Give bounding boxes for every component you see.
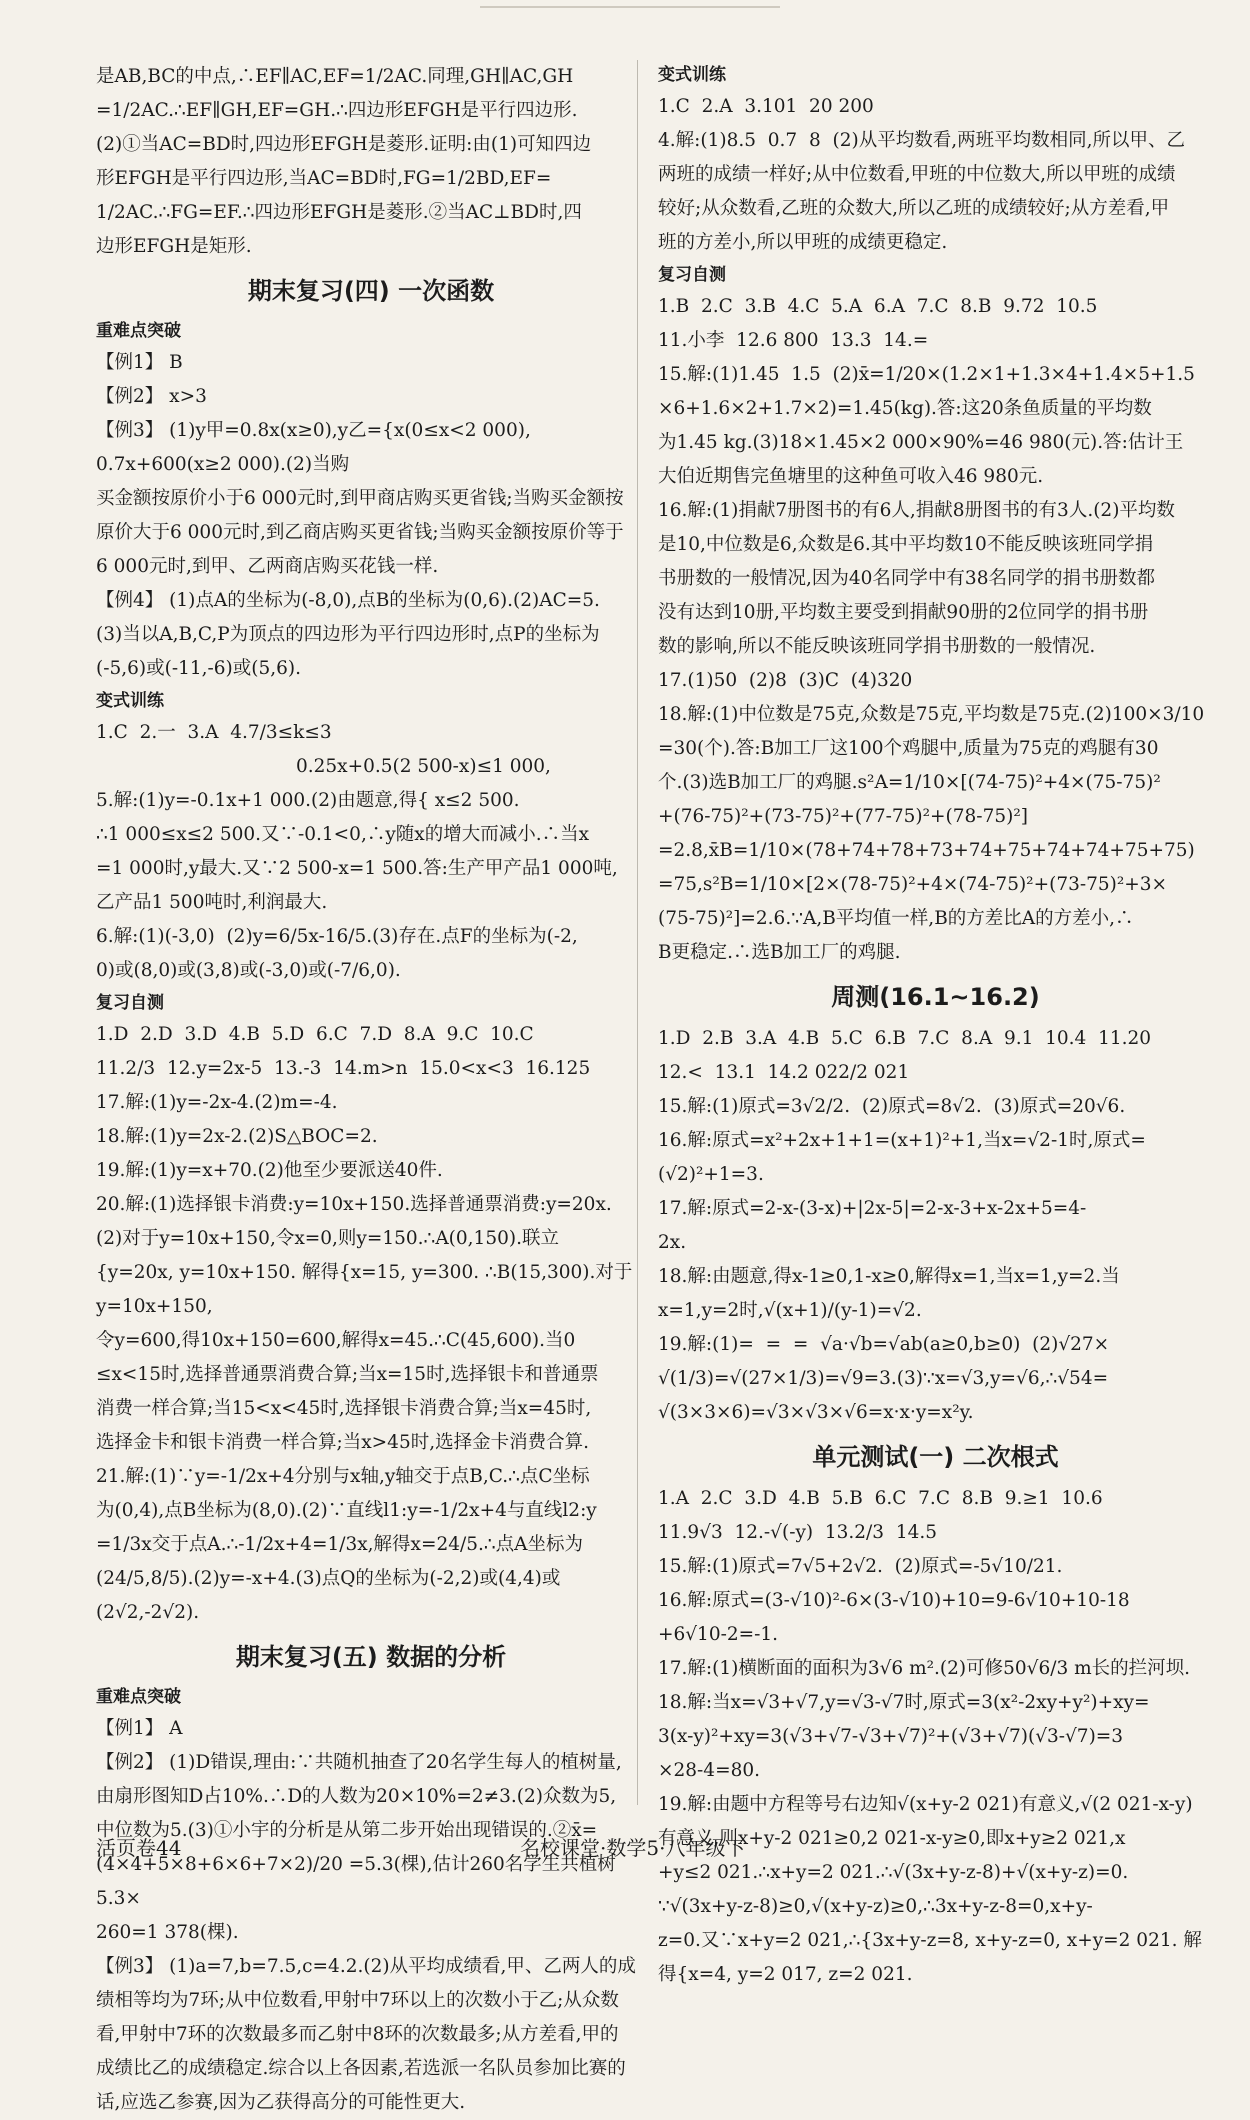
answer-line: 17.解:(1)横断面的面积为3√6 m².(2)可修50√6/3 m长的拦河坝. xyxy=(658,1658,1191,1679)
answer-line: 6 000元时,到甲、乙两商店购买花钱一样. xyxy=(96,556,439,577)
answer-line: 有意义,则x+y-2 021≥0,2 021-x-y≥0,即x+y≥2 021,x xyxy=(658,1828,1126,1849)
answer-line: 20.解:(1)选择银卡消费:y=10x+150.选择普通票消费:y=20x. xyxy=(96,1194,612,1215)
subsection-heading: 变式训练 xyxy=(658,65,726,85)
answer-line: 【例4】 (1)点A的坐标为(-8,0),点B的坐标为(0,6).(2)AC=5. xyxy=(96,590,600,611)
subsection-heading: 复习自测 xyxy=(658,265,726,285)
section-title: 期末复习(四) 一次函数 xyxy=(247,277,495,305)
answer-line: 1.D 2.D 3.D 4.B 5.D 6.C 7.D 8.A 9.C 10.C xyxy=(96,1024,534,1045)
answer-line: (4×4+5×8+6×6+7×2)/20 =5.3(棵),估计260名学生共植树5.3× xyxy=(96,1854,616,1909)
answer-line: (-5,6)或(-11,-6)或(5,6). xyxy=(96,658,301,679)
answer-line: 成绩比乙的成绩稳定.综合以上各因素,若选派一名队员参加比赛的 xyxy=(96,2058,626,2079)
top-rule xyxy=(480,6,780,8)
answer-line: 是10,中位数是6,众数是6.其中平均数10不能反映该班同学捐 xyxy=(658,534,1154,555)
answer-line: 16.解:原式=x²+2x+1+1=(x+1)²+1,当x=√2-1时,原式= xyxy=(658,1130,1146,1151)
answer-line: 1.B 2.C 3.B 4.C 5.A 6.A 7.C 8.B 9.72 10.5 xyxy=(658,296,1098,317)
answer-line: 4.解:(1)8.5 0.7 8 (2)从平均数看,两班平均数相同,所以甲、乙 xyxy=(658,130,1185,151)
answer-line: 书册数的一般情况,因为40名同学中有38名同学的捐书册数都 xyxy=(658,568,1155,589)
answer-line: =2.8,x̄B=1/10×(78+74+78+73+74+75+74+74+75+75) xyxy=(658,840,1195,861)
answer-line: (3)当以A,B,C,P为顶点的四边形为平行四边形时,点P的坐标为 xyxy=(96,624,600,645)
answer-line: 19.解:(1)y=x+70.(2)他至少要派送40件. xyxy=(96,1160,443,1181)
answer-line: 为(0,4),点B坐标为(8,0).(2)∵直线l1:y=-1/2x+4与直线l2:y xyxy=(96,1500,597,1521)
subsection-heading: 复习自测 xyxy=(96,993,164,1013)
subsection-heading: 重难点突破 xyxy=(96,1687,181,1707)
answer-line: 12.< 13.1 14.2 022/2 021 xyxy=(658,1062,910,1083)
answer-line: 没有达到10册,平均数主要受到捐献90册的2位同学的捐书册 xyxy=(658,602,1149,623)
answer-line: 话,应选乙参赛,因为乙获得高分的可能性更大. xyxy=(96,2092,466,2113)
section-title: 单元测试(一) 二次根式 xyxy=(812,1443,1059,1471)
answer-line: 11.小李 12.6 800 13.3 14.= xyxy=(658,330,929,351)
subsection-heading: 变式训练 xyxy=(96,691,164,711)
answer-line: =1/3x交于点A.∴-1/2x+4=1/3x,解得x=24/5.∴点A坐标为 xyxy=(96,1534,584,1555)
answer-line: 16.解:原式=(3-√10)²-6×(3-√10)+10=9-6√10+10-18 xyxy=(658,1590,1130,1611)
answer-line: 18.解:当x=√3+√7,y=√3-√7时,原式=3(x²-2xy+y²)+xy= xyxy=(658,1692,1150,1713)
book-title: 名校课堂·数学5·八年级下 xyxy=(520,1836,746,1860)
answer-line: (75-75)²]=2.6.∵A,B平均值一样,B的方差比A的方差小,∴ xyxy=(658,908,1134,929)
answer-line: (24/5,8/5).(2)y=-x+4.(3)点Q的坐标为(-2,2)或(4,4)或 xyxy=(96,1568,561,1589)
answer-line: 较好;从众数看,乙班的众数大,所以乙班的成绩较好;从方差看,甲 xyxy=(658,198,1170,219)
answer-line: (2√2,-2√2). xyxy=(96,1602,200,1623)
answer-line: 19.解:(1)= = = √a·√b=√ab(a≥0,b≥0) (2)√27× xyxy=(658,1334,1110,1355)
subsection-heading: 重难点突破 xyxy=(96,321,181,341)
answer-line: 1.C 2.A 3.101 20 200 xyxy=(658,96,874,117)
answer-line: 为1.45 kg.(3)18×1.45×2 000×90%=46 980(元).答:估计王 xyxy=(658,432,1184,453)
answer-line: z=0.又∵x+y=2 021,∴{3x+y-z=8, x+y-z=0, x+y=2 021. 解得{x=4, y=2 017, z=2 021. xyxy=(658,1930,1202,1985)
answer-line: 15.解:(1)1.45 1.5 (2)x̄=1/20×(1.2×1+1.3×4+1.4×5+1.5 xyxy=(658,364,1195,385)
answer-line: 19.解:由题中方程等号右边知√(x+y-2 021)有意义,√(2 021-x-y) xyxy=(658,1794,1193,1815)
answer-line: =1/2AC.∴EF∥GH,EF=GH.∴四边形EFGH是平行四边形. xyxy=(96,100,578,121)
column-divider xyxy=(637,60,638,1805)
answer-line: 消费一样合算;当15<x<45时,选择银卡消费合算;当x=45时, xyxy=(96,1398,592,1419)
answer-line: 买金额按原价小于6 000元时,到甲商店购买更省钱;当购买金额按 xyxy=(96,488,624,509)
answer-line: =75,s²B=1/10×[2×(78-75)²+4×(74-75)²+(73-75)²+3× xyxy=(658,874,1168,895)
answer-line: 15.解:(1)原式=7√5+2√2. (2)原式=-5√10/21. xyxy=(658,1556,1063,1577)
answer-line: 原价大于6 000元时,到乙商店购买更省钱;当购买金额按原价等于 xyxy=(96,522,624,543)
answer-line: 2x. xyxy=(658,1232,687,1253)
answer-line: 乙产品1 500吨时,利润最大. xyxy=(96,892,328,913)
answer-line: 绩相等均为7环;从中位数看,甲射中7环以上的次数小于乙;从众数 xyxy=(96,1990,619,2011)
answer-line: ∵√(3x+y-z-8)≥0,√(x+y-z)≥0,∴3x+y-z-8=0,x+y- xyxy=(658,1896,1093,1917)
answer-line: 形EFGH是平行四边形,当AC=BD时,FG=1/2BD,EF= xyxy=(96,168,552,189)
left-column xyxy=(96,60,646,2120)
answer-line: 5.解:(1)y=-0.1x+1 000.(2)由题意,得{ x≤2 500. xyxy=(96,790,520,811)
page-label: 活页卷44 xyxy=(96,1836,182,1860)
answer-line: +(76-75)²+(73-75)²+(77-75)²+(78-75)²] xyxy=(658,806,1028,827)
answer-line: (2)①当AC=BD时,四边形EFGH是菱形.证明:由(1)可知四边 xyxy=(96,134,592,155)
answer-line: =30(个).答:B加工厂这100个鸡腿中,质量为75克的鸡腿有30 xyxy=(658,738,1159,759)
answer-line: B更稳定.∴选B加工厂的鸡腿. xyxy=(658,942,901,963)
answer-line: 【例1】 A xyxy=(96,1718,183,1739)
answer-line: 18.解:由题意,得x-1≥0,1-x≥0,解得x=1,当x=1,y=2.当 xyxy=(658,1266,1120,1287)
answer-line: (2)对于y=10x+150,令x=0,则y=150.∴A(0,150).联立 xyxy=(96,1228,559,1249)
answer-line: √(1/3)=√(27×1/3)=√9=3.(3)∵x=√3,y=√6,∴√54= xyxy=(658,1368,1109,1389)
answer-line: √(3×3×6)=√3×√3×√6=x·x·y=x²y. xyxy=(658,1402,974,1423)
answer-line: 11.2/3 12.y=2x-5 13.-3 14.m>n 15.0<x<3 16.125 xyxy=(96,1058,591,1079)
answer-line: ×28-4=80. xyxy=(658,1760,760,1781)
answer-line: =1 000时,y最大.又∵2 500-x=1 500.答:生产甲产品1 000吨, xyxy=(96,858,618,879)
answer-line: {y=20x, y=10x+150. 解得{x=15, y=300. ∴B(15,300).对于y=10x+150, xyxy=(96,1262,633,1317)
answer-line: 【例2】 (1)D错误,理由:∵共随机抽查了20名学生每人的植树量, xyxy=(96,1752,622,1773)
answer-line: 边形EFGH是矩形. xyxy=(96,236,252,257)
answer-line: 由扇形图知D占10%.∴D的人数为20×10%=2≠3.(2)众数为5, xyxy=(96,1786,617,1807)
answer-line: 令y=600,得10x+150=600,解得x=45.∴C(45,600).当0 xyxy=(96,1330,576,1351)
answer-line: 17.解:原式=2-x-(3-x)+|2x-5|=2-x-3+x-2x+5=4- xyxy=(658,1198,1087,1219)
section-title: 期末复习(五) 数据的分析 xyxy=(235,1643,507,1671)
answer-line: 班的方差小,所以甲班的成绩更稳定. xyxy=(658,232,948,253)
answer-line: 是AB,BC的中点,∴EF∥AC,EF=1/2AC.同理,GH∥AC,GH xyxy=(96,66,574,87)
answer-line: ≤x<15时,选择普通票消费合算;当x=15时,选择银卡和普通票 xyxy=(96,1364,599,1385)
answer-line: 18.解:(1)y=2x-2.(2)S△BOC=2. xyxy=(96,1126,378,1147)
answer-line: 两班的成绩一样好;从中位数看,甲班的中位数大,所以甲班的成绩 xyxy=(658,164,1176,185)
answer-line: +y≤2 021.∴x+y=2 021.∴√(3x+y-z-8)+√(x+y-z)=0. xyxy=(658,1862,1129,1883)
answer-line: 【例1】 B xyxy=(96,352,183,373)
answer-line: 1.C 2.一 3.A 4.7/3≤k≤3 xyxy=(96,722,332,743)
answer-line: 6.解:(1)(-3,0) (2)y=6/5x-16/5.(3)存在.点F的坐标为(-2, xyxy=(96,926,578,947)
answer-line: 260=1 378(棵). xyxy=(96,1922,239,1943)
answer-line: 选择金卡和银卡消费一样合算;当x>45时,选择金卡消费合算. xyxy=(96,1432,589,1453)
answer-line: 【例2】 x>3 xyxy=(96,386,207,407)
answer-line: 16.解:(1)捐献7册图书的有6人,捐献8册图书的有3人.(2)平均数 xyxy=(658,500,1175,521)
answer-line: 17.解:(1)y=-2x-4.(2)m=-4. xyxy=(96,1092,338,1113)
answer-line: 看,甲射中7环的次数最多而乙射中8环的次数最多;从方差看,甲的 xyxy=(96,2024,619,2045)
answer-line: x=1,y=2时,√(x+1)/(y-1)=√2. xyxy=(658,1300,922,1321)
answer-line: ×6+1.6×2+1.7×2)=1.45(kg).答:这20条鱼质量的平均数 xyxy=(658,398,1152,419)
answer-line: 【例3】 (1)a=7,b=7.5,c=4.2.(2)从平均成绩看,甲、乙两人的成 xyxy=(96,1956,636,1977)
answer-line: 【例3】 (1)y甲=0.8x(x≥0),y乙={x(0≤x<2 000), 0.7x+600(x≥2 000).(2)当购 xyxy=(96,420,537,475)
answer-line: 3(x-y)²+xy=3(√3+√7-√3+√7)²+(√3+√7)(√3-√7)=3 xyxy=(658,1726,1124,1747)
answer-line: +6√10-2=-1. xyxy=(658,1624,779,1645)
answer-line: 0.25x+0.5(2 500-x)≤1 000, xyxy=(96,756,551,777)
answer-line: (√2)²+1=3. xyxy=(658,1164,764,1185)
answer-line: 个.(3)选B加工厂的鸡腿.s²A=1/10×[(74-75)²+4×(75-75)² xyxy=(658,772,1161,793)
answer-line: 18.解:(1)中位数是75克,众数是75克,平均数是75克.(2)100×3/10 xyxy=(658,704,1205,725)
answer-line: 数的影响,所以不能反映该班同学捐书册数的一般情况. xyxy=(658,636,1096,657)
section-title: 周测(16.1~16.2) xyxy=(831,983,1040,1011)
answer-line: 21.解:(1)∵y=-1/2x+4分别与x轴,y轴交于点B,C.∴点C坐标 xyxy=(96,1466,590,1487)
answer-line: 0)或(8,0)或(3,8)或(-3,0)或(-7/6,0). xyxy=(96,960,401,981)
answer-line: 1/2AC.∴FG=EF.∴四边形EFGH是菱形.②当AC⊥BD时,四 xyxy=(96,202,582,223)
answer-line: 中位数为5.(3)①小宇的分析是从第二步开始出现错误的.②x̄= xyxy=(96,1820,598,1841)
answer-line: 1.A 2.C 3.D 4.B 5.B 6.C 7.C 8.B 9.≥1 10.6 xyxy=(658,1488,1103,1509)
answer-line: 1.D 2.B 3.A 4.B 5.C 6.B 7.C 8.A 9.1 10.4 11.20 xyxy=(658,1028,1152,1049)
answer-line: 15.解:(1)原式=3√2/2. (2)原式=8√2. (3)原式=20√6. xyxy=(658,1096,1126,1117)
answer-line: 11.9√3 12.-√(-y) 13.2/3 14.5 xyxy=(658,1522,938,1543)
answer-line: ∴1 000≤x≤2 500.又∵-0.1<0,∴y随x的增大而减小.∴当x xyxy=(96,824,590,845)
right-column xyxy=(658,60,1213,1992)
answer-line: 17.(1)50 (2)8 (3)C (4)320 xyxy=(658,670,913,691)
answer-line: 大伯近期售完鱼塘里的这种鱼可收入46 980元. xyxy=(658,466,1044,487)
